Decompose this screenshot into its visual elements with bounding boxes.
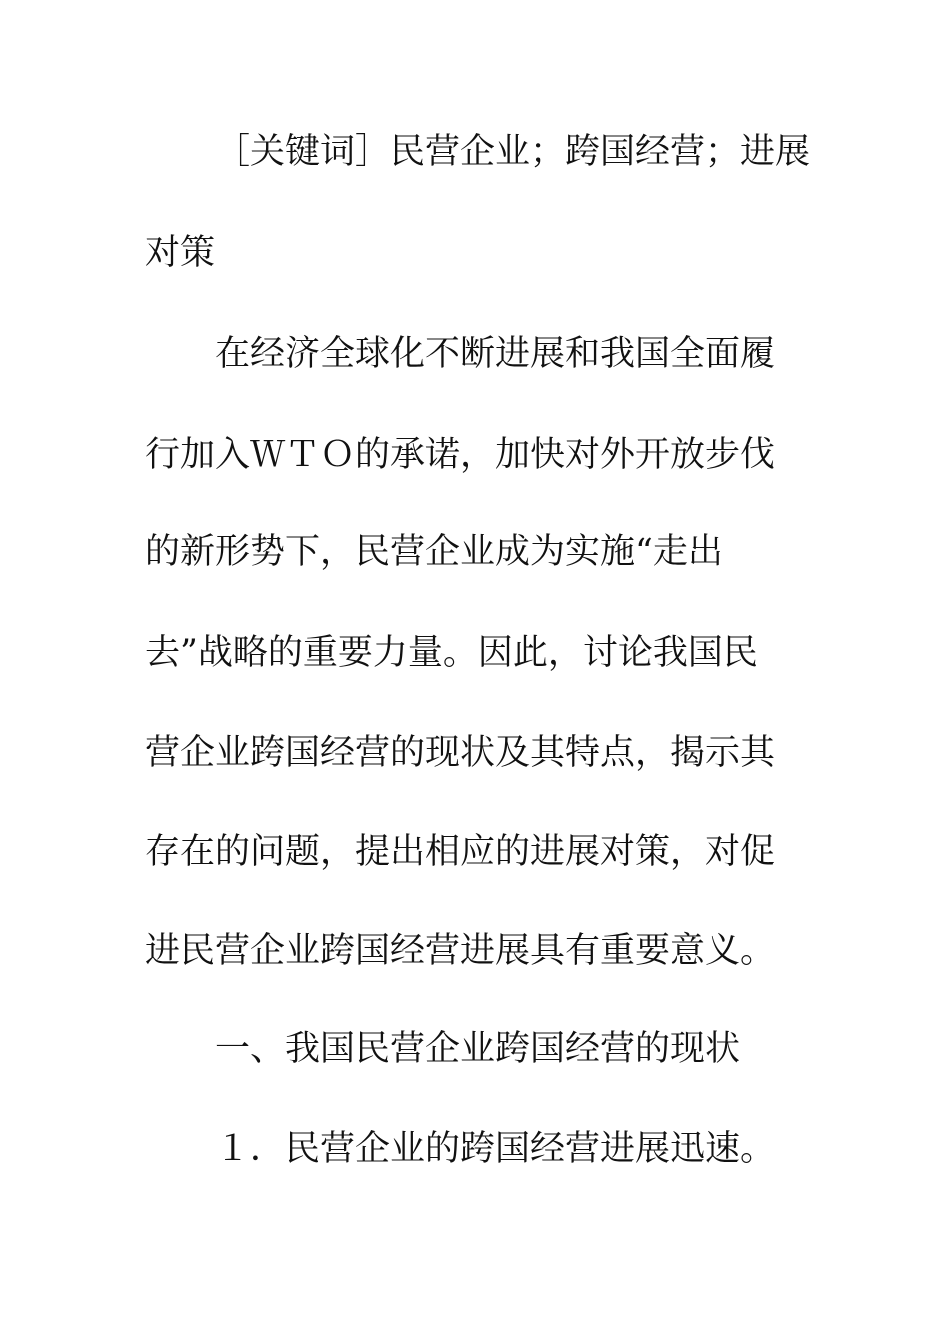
section-heading: 一、我国民营企业跨国经营的现状 (215, 1029, 741, 1069)
keywords-line-2: 对策 (145, 233, 216, 273)
paragraph-line: 营企业跨国经营的现状及其特点，揭示其 (145, 733, 776, 773)
paragraph-line: 存在的问题，提出相应的进展对策，对促 (145, 832, 776, 872)
paragraph-line: 在经济全球化不断进展和我国全面履 (215, 334, 776, 374)
paragraph-line: 的新形势下，民营企业成为实施“走出 (145, 532, 723, 572)
subsection-heading: １．民营企业的跨国经营进展迅速。 (215, 1129, 776, 1169)
paragraph-line: 去”战略的重要力量。因此，讨论我国民 (145, 633, 758, 673)
paragraph-line: 进民营企业跨国经营进展具有重要意义。 (145, 931, 776, 971)
paragraph-line: 行加入ＷＴＯ的承诺，加快对外开放步伐 (145, 435, 776, 475)
keywords-line-1: ［关键词］民营企业；跨国经营；进展 (215, 132, 811, 172)
